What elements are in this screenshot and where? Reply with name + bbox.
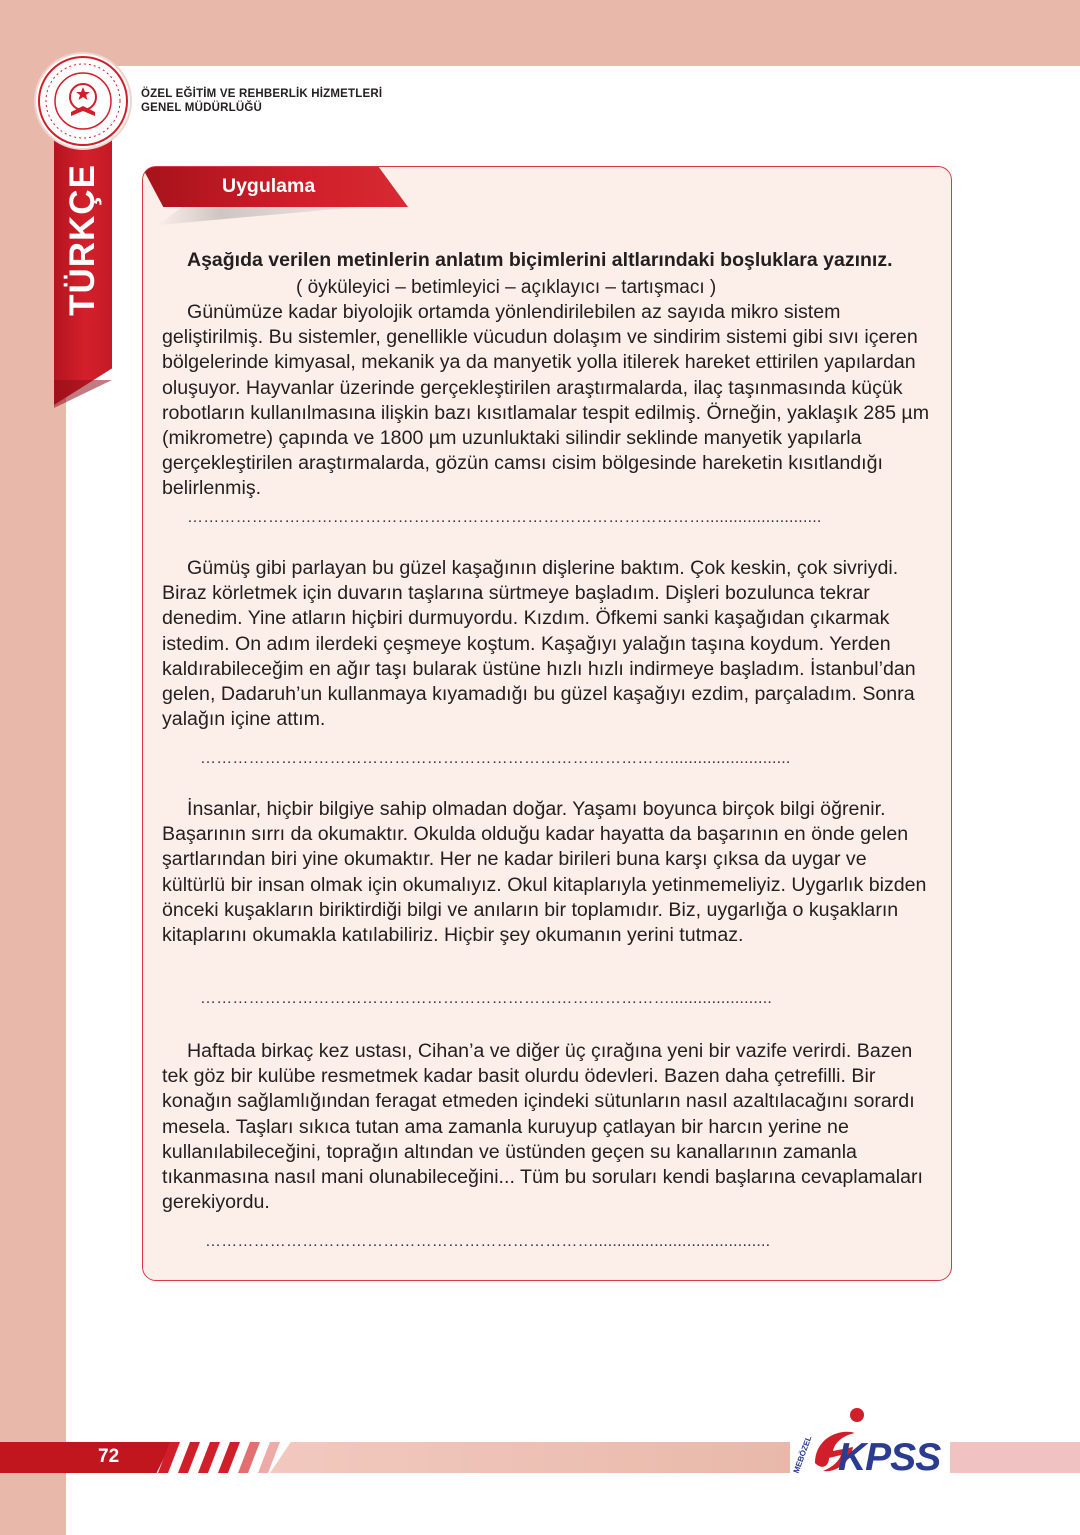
ministry-seal-icon <box>36 54 130 148</box>
section-tab-label: Uygulama <box>222 175 316 197</box>
footer-stripes <box>158 1442 308 1473</box>
passage-3: İnsanlar, hiçbir bilgiye sahip olmadan doğar. Yaşamı boyunca birçok bilgi öğrenir. Başarının sırrı da okumaktır. Okulda olduğu kadar hayatta da başarının en önde gelen şartlarından biri yine okumaktır. Her ne kadar birileri buna karşı çıksa da uygar ve kültürlü bir insan olmak için okumalıyız. Okul kitaplarıyla yetinmemeliyiz. Uygarlık bizden önceki kuşakların biriktirdiği bilgi ve anıların bir toplamıdır. Biz, uygarlığa o kuşakların kitaplarını okumakla katılabiliriz. Hiçbir şey okumanın yerini tutmaz. <box>162 798 927 947</box>
ministry-logo <box>36 54 130 148</box>
answer-line-4[interactable]: ………………………………………………………………...................................... <box>205 1233 771 1250</box>
ministry-name <box>141 87 382 115</box>
brand-small-label: MEBÖZEL <box>791 1434 814 1475</box>
page-number-tab <box>0 1442 172 1473</box>
instruction-text: Aşağıda verilen metinlerin anlatım biçimlerini altlarındaki boşluklara yazınız. <box>187 249 893 271</box>
answer-line-2[interactable]: …………………………………………………………………………….......................... <box>200 750 791 767</box>
top-band <box>0 0 1080 66</box>
passage-2: Gümüş gibi parlayan bu güzel kaşağının dişlerine baktım. Çok keskin, çok sivriydi. Biraz körletmek için duvarın taşlarına sürtmeye başladım. Dişleri bozulunca tekrar denedim. Yine atların hiçbiri durmuyordu. Kızdım. Öfkemi sanki kaşağıdan çıkarmak istedim. On adım ilerdeki çeşmeye koştum. Kaşağıyı yalağın taşına koydum. Yerden kaldırabileceğim en ağır taşı bularak üstüne hızlı hızlı indirmeye başladım. İstanbul’dan gelen, Dadaruh’un kullanmaya kıyamadığı bu güzel kaşağıyı ezdim, parçaladım. Sonra yalağın içine attım. <box>162 557 916 731</box>
footer-right-band <box>950 1442 1080 1473</box>
answer-line-1[interactable]: ……………………………………………………………………………………......................... <box>187 509 822 526</box>
answer-options: ( öyküleyici – betimleyici – açıklayıcı – tartışmacı ) <box>296 277 717 298</box>
ministry-line-1: ÖZEL EĞİTİM VE REHBERLİK HİZMETLERİ <box>141 88 383 100</box>
brand-label: KPSS <box>838 1436 941 1479</box>
passage-4: Haftada birkaç kez ustası, Cihan’a ve diğer üç çırağına yeni bir vazife verirdi. Bazen tek göz bir kulübe resmetmek kadar basit olurdu ödevleri. Bazen daha çetrefilli. Bir konağın sağlamlığından feragat etmeden içindeki sütunların nasıl azaltılacağını sorardı mesela. Taşları sıkıca tutan ama zamanla kuruyup çatlayan bir harcın yerine ne kullanılabileceğini, toprağın altından ve üstünden geçen su kanallarının zamanla tıkanmasına nasıl mani olunabileceğini... Tüm bu soruları kendi başlarına cevaplamaları gerekiyordu. <box>162 1040 923 1214</box>
footer-bar <box>270 1442 790 1473</box>
ministry-line-2: GENEL MÜDÜRLÜĞÜ <box>141 102 262 114</box>
ribbon-fold <box>54 380 112 408</box>
answer-line-3[interactable]: ……………………………………………………………………………...................... <box>200 990 772 1007</box>
subject-title: TÜRKÇE <box>63 164 102 316</box>
passage-1: Günümüze kadar biyolojik ortamda yönlendirilebilen az sayıda mikro sistem geliştirilmiş. Bu sistemler, genellikle vücudun dolaşım ve sindirim sistemi gibi sıvı içeren bölgelerinde kimyasal, mekanik ya da manyetik yolla itilerek hareket ettirilen yapılardan oluşuyor. Hayvanlar üzerinde gerçekleştirilen araştırmalarda, ilaç taşınmasında küçük robotların kullanılmasına ilişkin bazı kısıtlamalar tespit edilmiş. Örneğin, yaklaşık 285 µm (mikrometre) çapında ve 1800 µm uzunluktaki silindir seklinde manyetik yapılarla gerçekleştirilen araştırmalarda, gözün camsı cisim bölgesinde hareketin kısıtlandığı belirlenmiş. <box>162 301 930 500</box>
page-number: 72 <box>98 1446 120 1467</box>
